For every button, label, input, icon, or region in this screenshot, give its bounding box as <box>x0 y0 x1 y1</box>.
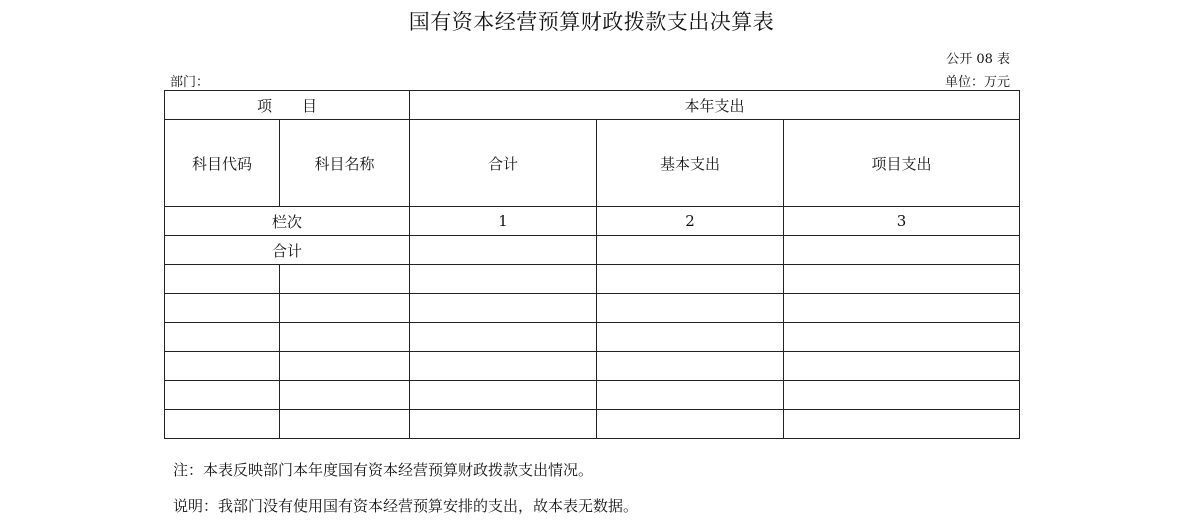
table-header-row <box>165 91 1020 120</box>
header-subject-name: 科目名称 <box>280 120 410 207</box>
table-cell <box>280 265 410 294</box>
table-cell <box>165 410 280 439</box>
table-cell <box>784 410 1020 439</box>
table-row <box>165 294 1020 323</box>
total-project-cell <box>784 236 1020 265</box>
table-explanation: 说明：我部门没有使用国有资本经营预算安排的支出，故本表无数据。 <box>173 497 639 515</box>
table-cell <box>165 323 280 352</box>
header-item: 项 目 <box>165 91 410 120</box>
table-cell <box>597 323 784 352</box>
table-cell <box>280 410 410 439</box>
unit-label: 单位：万元 <box>944 75 1010 90</box>
table-cell <box>597 410 784 439</box>
table-row <box>165 352 1020 381</box>
table-row <box>165 265 1020 294</box>
table-cell <box>410 352 597 381</box>
table-cell <box>280 294 410 323</box>
table-cell <box>784 265 1020 294</box>
table-cell <box>165 381 280 410</box>
table-cell <box>784 352 1020 381</box>
table-cell <box>410 410 597 439</box>
table-cell <box>280 352 410 381</box>
column-index-row <box>165 207 1020 236</box>
table-cell <box>597 352 784 381</box>
table-subheader-row <box>165 120 1020 207</box>
table-cell <box>597 381 784 410</box>
table-cell <box>597 294 784 323</box>
header-basic-expense: 基本支出 <box>597 120 784 207</box>
table-cell <box>784 381 1020 410</box>
header-subject-code: 科目代码 <box>165 120 280 207</box>
table-cell <box>410 294 597 323</box>
header-current-year-expense: 本年支出 <box>410 91 1020 120</box>
total-cell <box>410 236 597 265</box>
column-index-label: 栏次 <box>165 207 410 236</box>
table-cell <box>410 381 597 410</box>
header-project-expense: 项目支出 <box>784 120 1020 207</box>
table-cell <box>280 381 410 410</box>
table-cell <box>410 323 597 352</box>
table-cell <box>597 265 784 294</box>
table-note: 注：本表反映部门本年度国有资本经营预算财政拨款支出情况。 <box>173 461 594 479</box>
column-index-3: 3 <box>784 207 1020 236</box>
table-cell <box>165 352 280 381</box>
expense-table <box>164 90 1020 439</box>
total-row <box>165 236 1020 265</box>
table-cell <box>165 294 280 323</box>
total-basic-cell <box>597 236 784 265</box>
table-cell <box>410 265 597 294</box>
table-cell <box>280 323 410 352</box>
column-index-1: 1 <box>410 207 597 236</box>
table-row <box>165 381 1020 410</box>
total-row-label: 合计 <box>165 236 410 265</box>
column-index-2: 2 <box>597 207 784 236</box>
table-cell <box>165 265 280 294</box>
department-label: 部门： <box>170 75 210 90</box>
table-cell <box>784 323 1020 352</box>
table-cell <box>784 294 1020 323</box>
form-number: 公开 08 表 <box>946 52 1010 67</box>
page-title: 国有资本经营预算财政拨款支出决算表 <box>408 10 775 34</box>
table-row <box>165 323 1020 352</box>
header-total: 合计 <box>410 120 597 207</box>
table-row <box>165 410 1020 439</box>
